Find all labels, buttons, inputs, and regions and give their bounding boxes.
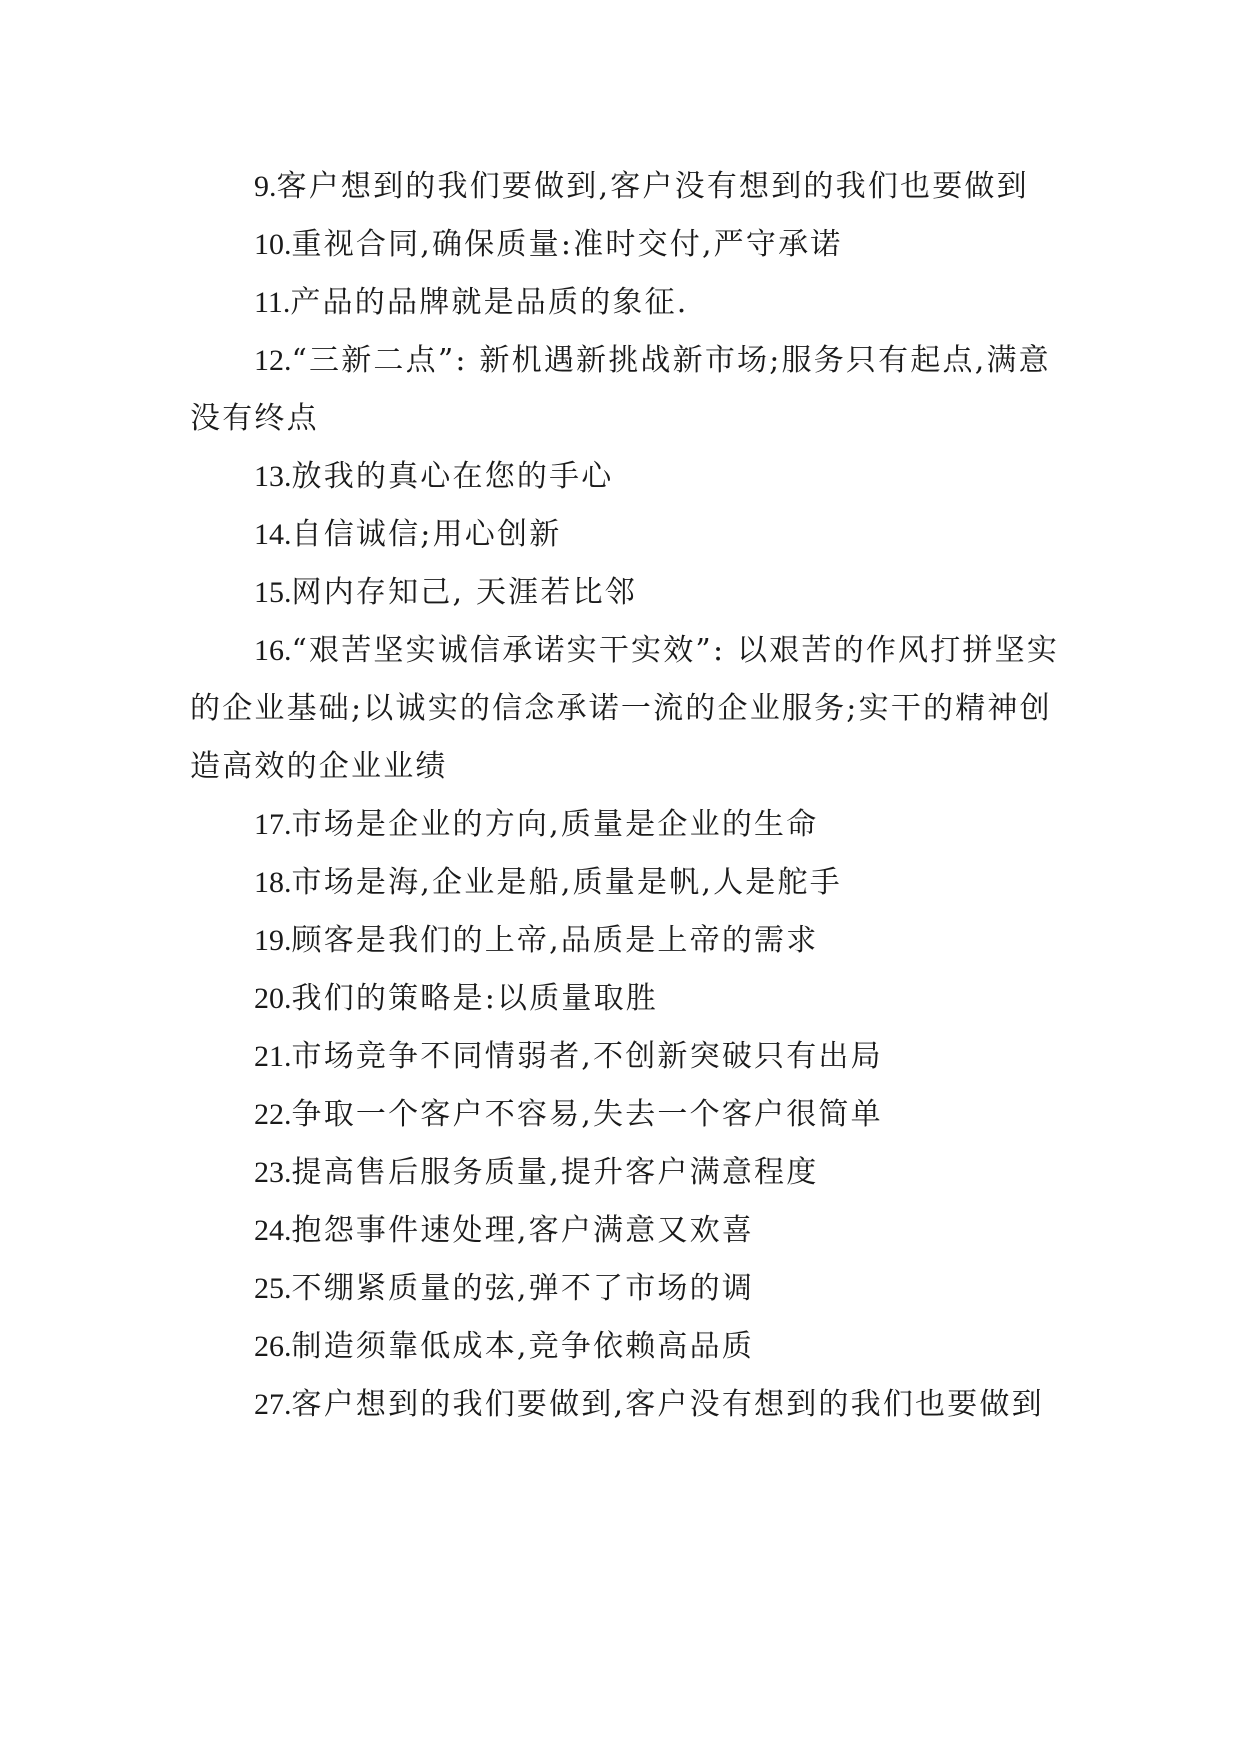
list-item (190, 1260, 1070, 1318)
item-text: 产品的品牌就是品质的象征. (290, 285, 689, 320)
item-number: 14. (254, 518, 292, 551)
item-text: 市场是企业的方向,质量是企业的生命 (291, 807, 819, 842)
list-item (190, 1144, 1070, 1202)
item-number: 18. (254, 866, 292, 899)
item-number: 10. (254, 228, 292, 261)
list-item (190, 1086, 1070, 1144)
item-text: “艰苦坚实诚信承诺实干实效”: 以艰苦的作风打拼坚实的企业基础;以诚实的信念承诺一流的企业服务;实干的精神创造高效的企业业绩 (190, 633, 1060, 784)
item-number: 22. (254, 1098, 292, 1131)
item-number: 17. (254, 808, 292, 841)
item-number: 12. (254, 344, 292, 377)
item-number: 26. (254, 1330, 292, 1363)
list-item (190, 216, 1070, 274)
item-text: 自信诚信;用心创新 (291, 517, 562, 552)
list-item (190, 912, 1070, 970)
item-text: 市场竞争不同情弱者,不创新突破只有出局 (291, 1039, 883, 1074)
document-body (190, 158, 1070, 1434)
item-number: 15. (254, 576, 292, 609)
list-item (190, 332, 1070, 448)
list-item (190, 1318, 1070, 1376)
list-item (190, 622, 1070, 796)
list-item (190, 1028, 1070, 1086)
item-text: 争取一个客户不容易,失去一个客户很简单 (291, 1097, 883, 1132)
list-item (190, 506, 1070, 564)
item-number: 24. (254, 1214, 292, 1247)
item-text: 市场是海,企业是船,质量是帆,人是舵手 (291, 865, 842, 900)
item-text: 我们的策略是:以质量取胜 (291, 981, 659, 1016)
item-number: 21. (254, 1040, 292, 1073)
list-item (190, 854, 1070, 912)
item-text: 客户想到的我们要做到,客户没有想到的我们也要做到 (276, 169, 1029, 204)
item-text: 顾客是我们的上帝,品质是上帝的需求 (291, 923, 819, 958)
list-item (190, 564, 1070, 622)
item-number: 23. (254, 1156, 292, 1189)
item-number: 16. (254, 634, 292, 667)
list-item (190, 1202, 1070, 1260)
list-item (190, 796, 1070, 854)
item-text: 制造须靠低成本,竞争依赖高品质 (291, 1329, 755, 1364)
item-number: 11. (254, 286, 291, 319)
item-number: 19. (254, 924, 292, 957)
item-number: 25. (254, 1272, 292, 1305)
item-number: 13. (254, 460, 292, 493)
item-text: 网内存知己, 天涯若比邻 (291, 575, 637, 610)
item-text: 提高售后服务质量,提升客户满意程度 (291, 1155, 819, 1190)
item-number: 20. (254, 982, 292, 1015)
list-item (190, 970, 1070, 1028)
item-number: 9. (254, 170, 277, 203)
item-text: 客户想到的我们要做到,客户没有想到的我们也要做到 (291, 1387, 1044, 1422)
item-text: 不绷紧质量的弦,弹不了市场的调 (291, 1271, 755, 1306)
item-text: 重视合同,确保质量:准时交付,严守承诺 (291, 227, 843, 262)
list-item (190, 158, 1070, 216)
list-item (190, 448, 1070, 506)
item-number: 27. (254, 1388, 292, 1421)
item-text: 抱怨事件速处理,客户满意又欢喜 (291, 1213, 755, 1248)
item-text: “三新二点”: 新机遇新挑战新市场;服务只有起点,满意没有终点 (190, 343, 1051, 436)
list-item (190, 274, 1070, 332)
item-text: 放我的真心在您的手心 (291, 459, 614, 494)
list-item (190, 1376, 1070, 1434)
